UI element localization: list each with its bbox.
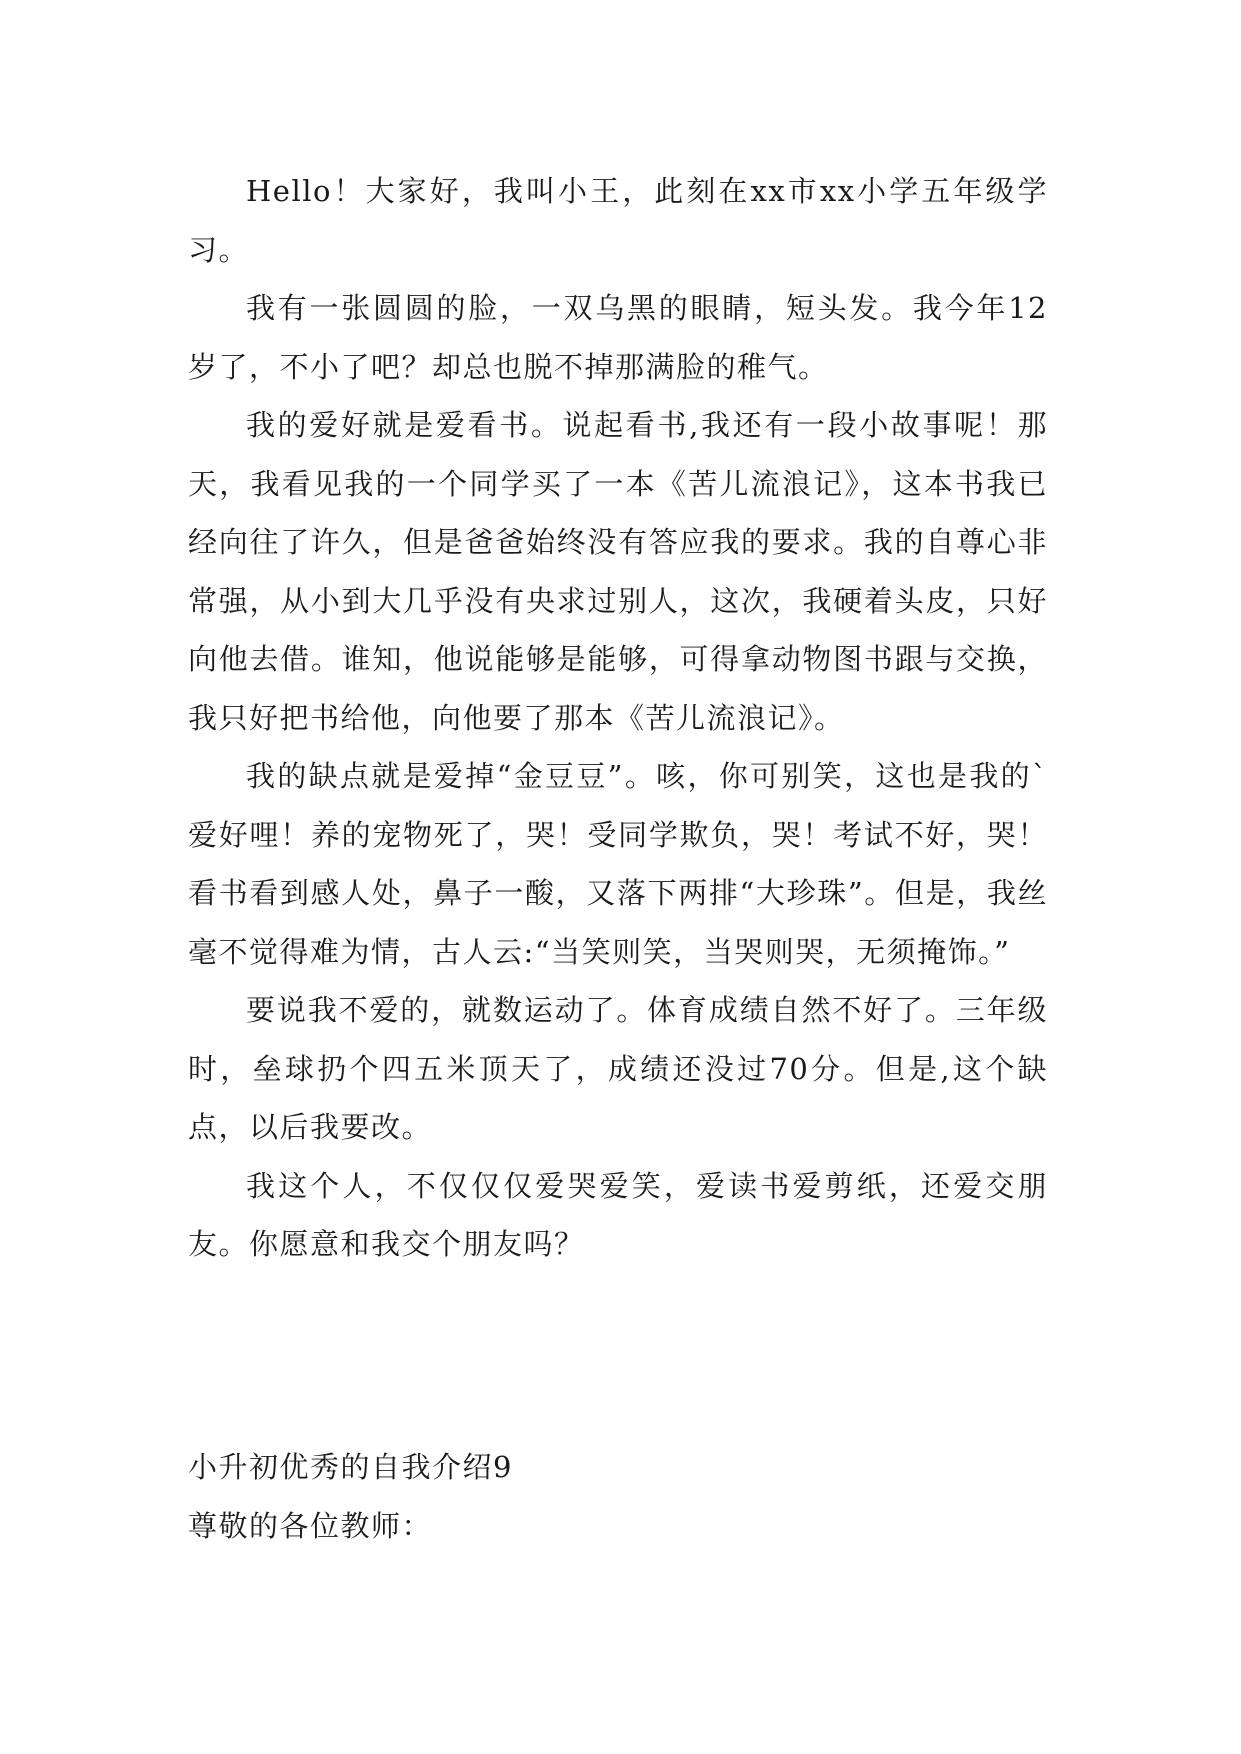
paragraph-weakness-crying: 我的缺点就是爱掉“金豆豆”。咳，你可别笑，这也是我的`爱好哩！养的宠物死了，哭！受同学欺负，哭！考试不好，哭！看书看到感人处，鼻子一酸，又落下两排“大珍珠”。但是，我丝毫不觉得难为情，古人云:“当笑则笑，当哭则哭，无须掩饰。” [188, 759, 1048, 969]
paragraph-appearance: 我有一张圆圆的脸，一双乌黑的眼睛，短头发。我今年12岁了，不小了吧？却总也脱不掉那满脸的稚气。 [188, 291, 1048, 384]
paragraph-intro: Hello！大家好，我叫小王，此刻在xx市xx小学五年级学习。 [188, 174, 1048, 267]
paragraph-dislike-sports: 要说我不爱的，就数运动了。体育成绩自然不好了。三年级时，垒球扔个四五米顶天了，成绩还没过70分。但是,这个缺点，以后我要改。 [188, 993, 1048, 1144]
paragraph-hobby-reading: 我的爱好就是爱看书。说起看书,我还有一段小故事呢！那天，我看见我的一个同学买了一本《苦儿流浪记》，这本书我已经向往了许久，但是爸爸始终没有答应我的要求。我的自尊心非常强，从小到大几乎没有央求过别人，这次，我硬着头皮，只好向他去借。谁知，他说能够是能够，可得拿动物图书跟与交换，我只好把书给他，向他要了那本《苦儿流浪记》。 [188, 408, 1048, 735]
salutation: 尊敬的各位教师： [188, 1508, 433, 1543]
essay-body [188, 162, 1048, 1274]
paragraph-closing: 我这个人，不仅仅仅爱哭爱笑，爱读书爱剪纸，还爱交朋友。你愿意和我交个朋友吗？ [188, 1168, 1048, 1261]
section-title: 小升初优秀的自我介绍9 [188, 1450, 513, 1484]
next-section [188, 1438, 1048, 1555]
